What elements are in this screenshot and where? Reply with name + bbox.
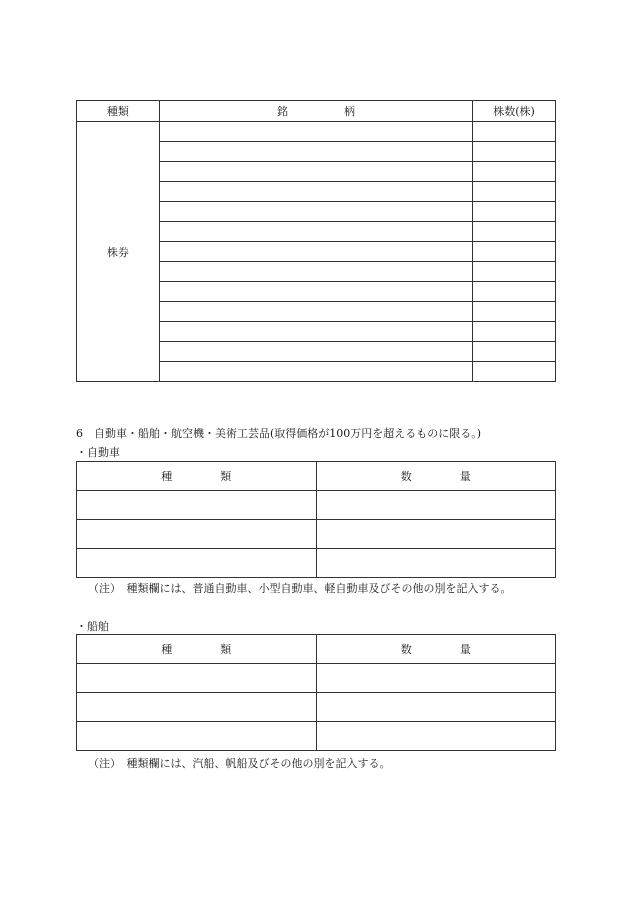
section6-heading: 6 自動車・船舶・航空機・美術工芸品(取得価格が100万円を超えるものに限る。) <box>76 427 482 440</box>
table-row <box>77 549 556 578</box>
ship-kind-cell[interactable] <box>77 693 317 722</box>
stock-shares-cell[interactable] <box>473 302 556 322</box>
stock-kind-cell: 株券 <box>77 122 160 382</box>
stock-header-name-right: 柄 <box>343 105 355 118</box>
stock-shares-cell[interactable] <box>473 262 556 282</box>
ship-header-qty-left: 数 <box>400 643 412 656</box>
car-kind-cell[interactable] <box>77 549 317 578</box>
ship-qty-cell[interactable] <box>316 693 556 722</box>
car-qty-cell[interactable] <box>316 491 556 520</box>
car-header-kind-right: 類 <box>220 470 232 483</box>
car-note: （注） 種類欄には、普通自動車、小型自動車、軽自動車及びその他の別を記入する。 <box>88 582 512 595</box>
car-qty-cell[interactable] <box>316 520 556 549</box>
stock-name-cell[interactable] <box>159 202 472 222</box>
ship-label: ・船舶 <box>76 620 109 633</box>
stock-shares-cell[interactable] <box>473 282 556 302</box>
stock-name-cell[interactable] <box>159 262 472 282</box>
car-kind-cell[interactable] <box>77 520 317 549</box>
car-kind-cell[interactable] <box>77 491 317 520</box>
table-row <box>77 722 556 751</box>
car-header-kind <box>77 462 317 491</box>
ship-header-kind-right: 類 <box>220 643 232 656</box>
ship-header-row <box>77 635 556 664</box>
table-row <box>77 664 556 693</box>
stock-shares-cell[interactable] <box>473 362 556 382</box>
stock-header-kind: 種類 <box>77 101 160 122</box>
stock-name-cell[interactable] <box>159 182 472 202</box>
ship-kind-cell[interactable] <box>77 664 317 693</box>
stock-table <box>76 100 556 382</box>
ship-qty-cell[interactable] <box>316 722 556 751</box>
car-header-qty-right: 量 <box>459 470 471 483</box>
ship-header-qty <box>316 635 556 664</box>
stock-header-row <box>77 101 556 122</box>
stock-shares-cell[interactable] <box>473 222 556 242</box>
stock-shares-cell[interactable] <box>473 342 556 362</box>
table-row <box>77 520 556 549</box>
ship-header-qty-right: 量 <box>459 643 471 656</box>
car-qty-cell[interactable] <box>316 549 556 578</box>
stock-shares-cell[interactable] <box>473 122 556 142</box>
car-header-kind-left: 種 <box>161 470 173 483</box>
ship-qty-cell[interactable] <box>316 664 556 693</box>
stock-name-cell[interactable] <box>159 162 472 182</box>
ship-header-kind <box>77 635 317 664</box>
stock-name-cell[interactable] <box>159 322 472 342</box>
stock-name-cell[interactable] <box>159 222 472 242</box>
stock-shares-cell[interactable] <box>473 142 556 162</box>
car-header-row <box>77 462 556 491</box>
car-table <box>76 461 556 578</box>
ship-header-kind-left: 種 <box>161 643 173 656</box>
stock-name-cell[interactable] <box>159 242 472 262</box>
ship-note: （注） 種類欄には、汽船、帆船及びその他の別を記入する。 <box>88 757 391 770</box>
stock-shares-cell[interactable] <box>473 322 556 342</box>
table-row <box>77 122 556 142</box>
stock-shares-cell[interactable] <box>473 162 556 182</box>
ship-table <box>76 634 556 751</box>
stock-name-cell[interactable] <box>159 122 472 142</box>
stock-name-cell[interactable] <box>159 362 472 382</box>
stock-header-name <box>159 101 472 122</box>
stock-shares-cell[interactable] <box>473 202 556 222</box>
stock-header-shares: 株数(株) <box>473 101 556 122</box>
stock-name-cell[interactable] <box>159 282 472 302</box>
table-row <box>77 693 556 722</box>
car-header-qty-left: 数 <box>400 470 412 483</box>
stock-shares-cell[interactable] <box>473 242 556 262</box>
table-row <box>77 491 556 520</box>
ship-kind-cell[interactable] <box>77 722 317 751</box>
stock-name-cell[interactable] <box>159 342 472 362</box>
stock-shares-cell[interactable] <box>473 182 556 202</box>
car-header-qty <box>316 462 556 491</box>
stock-name-cell[interactable] <box>159 302 472 322</box>
stock-header-name-left: 銘 <box>276 105 288 118</box>
car-label: ・自動車 <box>76 446 120 459</box>
stock-name-cell[interactable] <box>159 142 472 162</box>
